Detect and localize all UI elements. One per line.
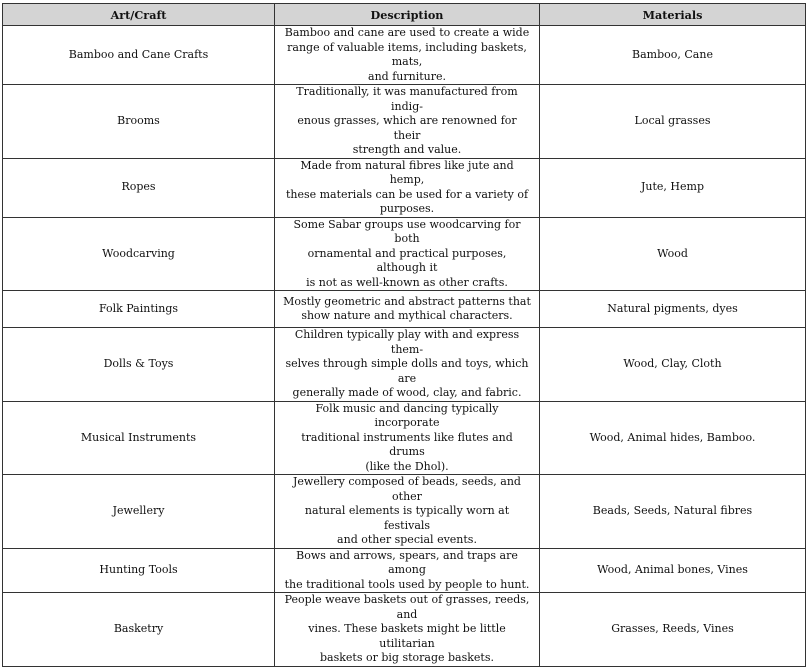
cell-description bbox=[275, 158, 540, 217]
cell-art-craft: Hunting Tools bbox=[3, 548, 275, 593]
description-line: is not as well-known as other crafts. bbox=[306, 275, 508, 289]
cell-materials: Local grasses bbox=[540, 85, 806, 159]
cell-materials: Wood, Clay, Cloth bbox=[540, 328, 806, 402]
header-row bbox=[3, 4, 806, 26]
header-art-craft: Art/Craft bbox=[3, 4, 275, 26]
header-description: Description bbox=[275, 4, 540, 26]
description-line: ornamental and practical purposes, although it bbox=[307, 246, 507, 274]
table-row bbox=[3, 328, 806, 402]
description-line: and furniture. bbox=[368, 69, 446, 83]
cell-description bbox=[275, 548, 540, 593]
table-row bbox=[3, 291, 806, 328]
cell-art-craft: Basketry bbox=[3, 593, 275, 667]
description-line: natural elements is typically worn at festivals bbox=[304, 504, 510, 532]
crafts-table bbox=[2, 3, 806, 667]
cell-description bbox=[275, 401, 540, 475]
description-line: Children typically play with and express them- bbox=[294, 328, 520, 356]
description-line: selves through simple dolls and toys, which are bbox=[285, 357, 529, 385]
table-row bbox=[3, 401, 806, 475]
header-materials: Materials bbox=[540, 4, 806, 26]
table-row bbox=[3, 548, 806, 593]
cell-materials: Natural pigments, dyes bbox=[540, 291, 806, 328]
cell-materials: Wood, Animal hides, Bamboo. bbox=[540, 401, 806, 475]
description-line: and other special events. bbox=[337, 533, 477, 546]
description-line: baskets or big storage baskets. bbox=[320, 651, 494, 664]
description-line: Traditionally, it was manufactured from indig- bbox=[296, 85, 518, 113]
description-line: vines. These baskets might be little utilitarian bbox=[308, 622, 506, 650]
cell-description bbox=[275, 217, 540, 291]
cell-description bbox=[275, 26, 540, 85]
cell-description bbox=[275, 328, 540, 402]
cell-art-craft: Bamboo and Cane Crafts bbox=[3, 26, 275, 85]
description-line: Made from natural fibres like jute and hemp, bbox=[300, 158, 514, 186]
cell-art-craft: Woodcarving bbox=[3, 217, 275, 291]
cell-art-craft: Brooms bbox=[3, 85, 275, 159]
cell-art-craft: Folk Paintings bbox=[3, 291, 275, 328]
description-line: generally made of wood, clay, and fabric. bbox=[292, 386, 522, 399]
cell-materials: Grasses, Reeds, Vines bbox=[540, 593, 806, 667]
cell-materials: Wood, Animal bones, Vines bbox=[540, 548, 806, 593]
table-row bbox=[3, 85, 806, 159]
description-line: these materials can be used for a variety of bbox=[285, 187, 529, 201]
cell-description bbox=[275, 593, 540, 667]
description-line: Bows and arrows, spears, and traps are among bbox=[296, 548, 518, 576]
description-line: People weave baskets out of grasses, reeds, and bbox=[284, 593, 530, 621]
description-line: the traditional tools used by people to hunt. bbox=[284, 577, 530, 591]
cell-materials: Bamboo, Cane bbox=[540, 26, 806, 85]
description-line: strength and value. bbox=[352, 143, 462, 156]
table-row bbox=[3, 158, 806, 217]
table-body bbox=[3, 26, 806, 667]
description-line: enous grasses, which are renowned for their bbox=[297, 114, 517, 142]
table-row bbox=[3, 26, 806, 85]
table-row bbox=[3, 593, 806, 667]
table-row bbox=[3, 217, 806, 291]
table-row bbox=[3, 475, 806, 549]
cell-art-craft: Musical Instruments bbox=[3, 401, 275, 475]
description-line: Jewellery composed of beads, seeds, and other bbox=[293, 475, 521, 503]
cell-art-craft: Jewellery bbox=[3, 475, 275, 549]
description-line: purposes. bbox=[379, 202, 435, 215]
cell-art-craft: Dolls & Toys bbox=[3, 328, 275, 402]
description-line: traditional instruments like flutes and drums bbox=[301, 430, 513, 458]
description-line: range of valuable items, including baskets, mats, bbox=[287, 40, 527, 68]
cell-description bbox=[275, 475, 540, 549]
description-line: Folk music and dancing typically incorporate bbox=[315, 401, 499, 429]
cell-description bbox=[275, 291, 540, 328]
description-line: Some Sabar groups use woodcarving for both bbox=[293, 217, 521, 245]
cell-materials: Beads, Seeds, Natural fibres bbox=[540, 475, 806, 549]
cell-art-craft: Ropes bbox=[3, 158, 275, 217]
cell-materials: Wood bbox=[540, 217, 806, 291]
description-line: show nature and mythical characters. bbox=[301, 309, 513, 322]
description-line: (like the Dhol). bbox=[365, 459, 449, 473]
cell-materials: Jute, Hemp bbox=[540, 158, 806, 217]
description-line: Bamboo and cane are used to create a wide bbox=[284, 26, 530, 39]
description-line: Mostly geometric and abstract patterns that bbox=[283, 294, 531, 308]
cell-description bbox=[275, 85, 540, 159]
